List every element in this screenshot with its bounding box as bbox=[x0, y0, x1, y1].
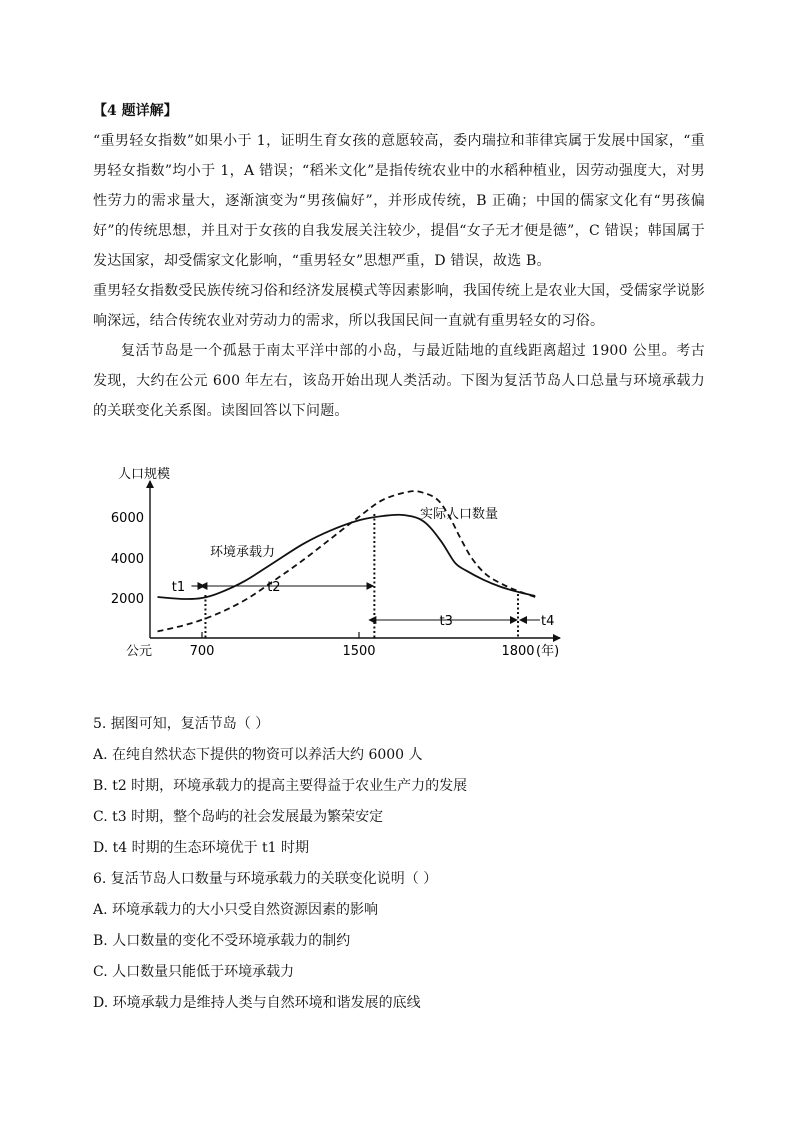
y-tick-label-2000: 2000 bbox=[110, 592, 144, 607]
x-tick-label-1500: 1500 bbox=[342, 644, 376, 659]
period-label-t2: t2 bbox=[267, 580, 281, 595]
y-tick-label-6000: 6000 bbox=[110, 511, 144, 526]
explanation-paragraph-2: 重男轻女指数受民族传统习俗和经济发展模式等因素影响，我国传统上是农业大国，受儒家学说影响深远，结合传统农业对劳动力的需求，所以我国民间一直就有重男轻女的习俗。 bbox=[93, 283, 705, 329]
chart-svg bbox=[110, 455, 570, 665]
explanation-paragraph-1: “重男轻女指数”如果小于 1，证明生育女孩的意愿较高，委内瑞拉和菲律宾属于发展中国家，“重男轻女指数”均小于 1，A 错误；“稻米文化”是指传统农业中的水稻种植业，因劳动强度大，对男性劳力的需求量大，逐渐演变为“男孩偏好”，并形成传统，B 正确；中国的儒家文化有“男孩偏好”的传统思想，并且对于女孩的自我发展关注较少，提倡“女子无才便是德”，C 错误；韩国属于发达国家，却受儒家文化影响，“重男轻女”思想严重，D 错误，故选 B。 bbox=[93, 133, 705, 269]
period-label-t1: t1 bbox=[171, 580, 186, 595]
intro-paragraph: 复活节岛是一个孤悬于南太平洋中部的小岛，与最近陆地的直线距离超过 1900 公里。考古发现，大约在公元 600 年左右，该岛开始出现人类活动。下图为复活节岛人口总量与环境承载力的关联变化关系图。读图回答以下问题。 bbox=[93, 343, 705, 419]
question-6-stem: 6. 复活节岛人口数量与环境承载力的关联变化说明（ ） bbox=[93, 871, 438, 887]
population-chart bbox=[110, 455, 570, 665]
series-label-capacity: 环境承载力 bbox=[210, 545, 276, 560]
question-5-option-a[interactable]: A. 在纯自然状态下提供的物资可以养活大约 6000 人 bbox=[93, 747, 423, 763]
question-5-option-d[interactable]: D. t4 时期的生态环境优于 t1 时期 bbox=[93, 840, 310, 856]
x-tick-label-1800: 1800 bbox=[501, 644, 535, 659]
explanation-block bbox=[93, 126, 705, 426]
question-6-option-a[interactable]: A. 环境承载力的大小只受自然资源因素的影响 bbox=[93, 902, 379, 918]
y-tick-label-4000: 4000 bbox=[110, 552, 144, 567]
question-list bbox=[93, 709, 705, 1019]
question-5-stem: 5. 据图可知，复活节岛（ ） bbox=[93, 716, 270, 732]
y-axis-title: 人口规模 bbox=[118, 467, 171, 482]
question-6-option-b[interactable]: B. 人口数量的变化不受环境承载力的制约 bbox=[93, 933, 351, 949]
section-title: 【4 题详解】 bbox=[93, 103, 178, 119]
x-axis-origin-label: 公元 bbox=[126, 644, 153, 659]
x-axis-unit: (年) bbox=[536, 644, 560, 659]
question-5-option-c[interactable]: C. t3 时期，整个岛屿的社会发展最为繁荣安定 bbox=[93, 809, 384, 825]
period-label-t4: t4 bbox=[541, 614, 555, 629]
period-label-t3: t3 bbox=[439, 614, 453, 629]
x-tick-label-700: 700 bbox=[189, 644, 215, 659]
series-label-population: 实际人口数量 bbox=[420, 507, 499, 522]
question-5-option-b[interactable]: B. t2 时期，环境承载力的提高主要得益于农业生产力的发展 bbox=[93, 778, 468, 794]
question-6-option-c[interactable]: C. 人口数量只能低于环境承载力 bbox=[93, 964, 295, 980]
question-6-option-d[interactable]: D. 环境承载力是维持人类与自然环境和谐发展的底线 bbox=[93, 995, 421, 1011]
